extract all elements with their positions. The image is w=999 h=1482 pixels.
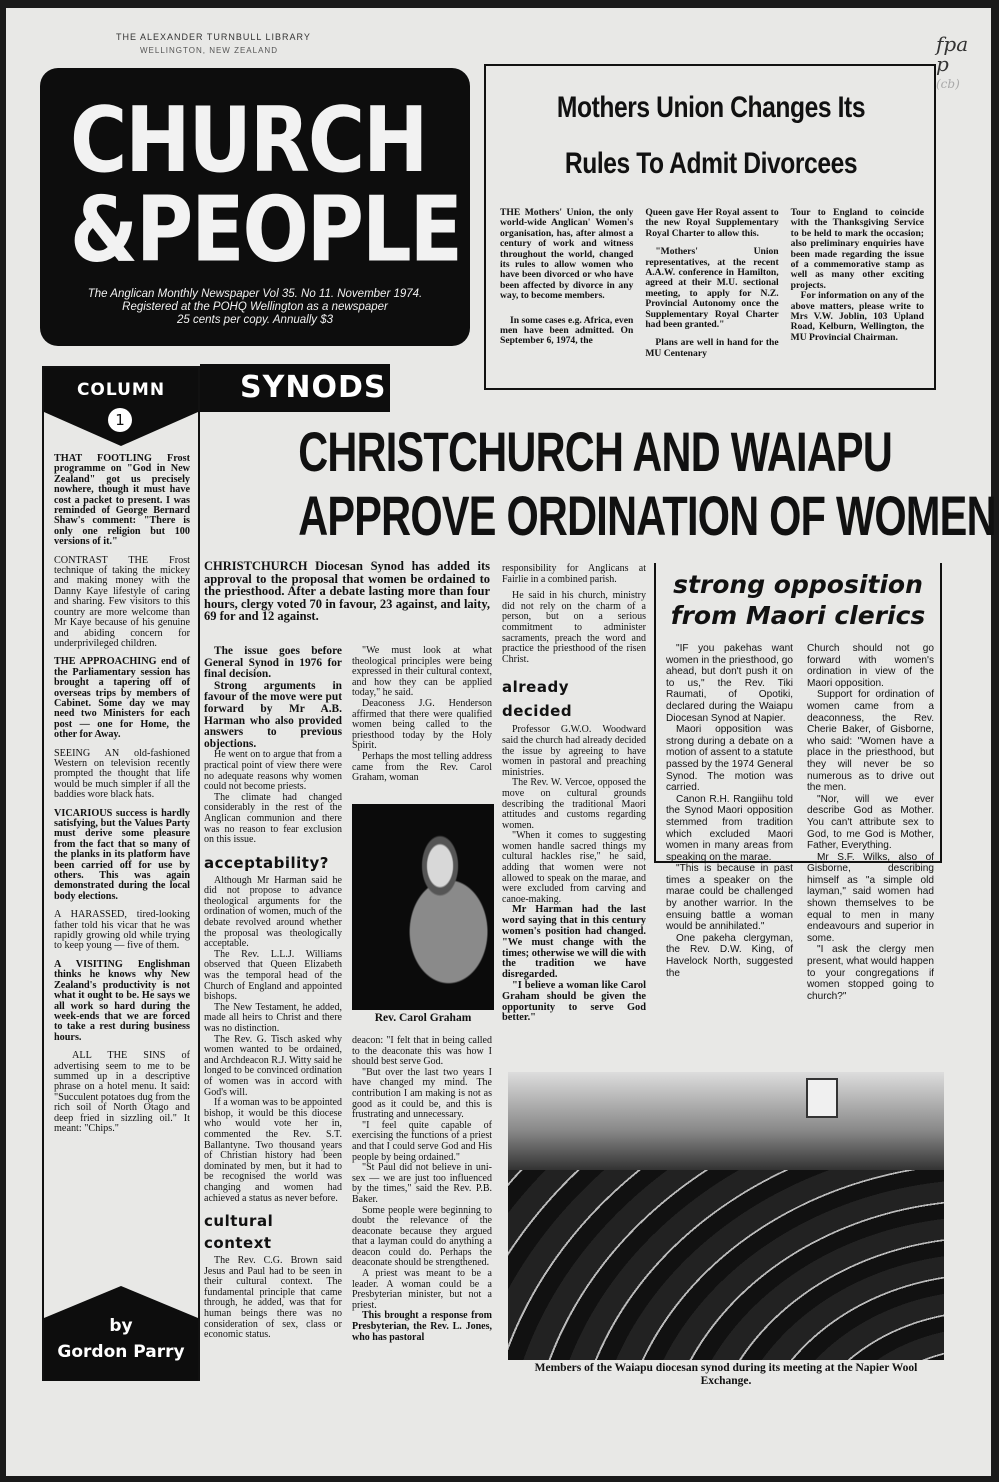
paragraph: Perhaps the most telling address came from the Rev. Carol Graham, woman xyxy=(352,750,492,784)
paragraph: He went on to argue that from a practical point of view there were no adequate reasons why women could not become priests. xyxy=(204,749,342,793)
photo-caption-waiapu-synod: Members of the Waiapu diocesan synod during its meeting at the Napier Wool Exchange. xyxy=(534,1362,918,1387)
paragraph: "I feel quite capable of exercising the functions of a priest and that I could serve God and His people by being ordained." xyxy=(352,1119,492,1163)
paragraph: responsibility for Anglicans at Fairlie in a combined parish. xyxy=(502,563,646,585)
subhead-already-decided: already decided xyxy=(502,678,573,721)
paragraph: Support for ordination of women came from a deaconness, the Rev. Cherie Baker, of Gisborne, who said: "Women have a place in the priesthood, but they will never be so numerous as to drive out the men. xyxy=(807,689,934,794)
column-item: CONTRAST THE Frost technique of taking the mickey and making money with the Danny Kaye lifestyle of caring and sharing. Few visitors to this country are more welcome than Mr Kaye because of his genuine and abiding concern for underprivileged children. xyxy=(54,554,190,649)
masthead-title-line-1: CHURCH xyxy=(70,89,427,193)
main-story-column-b xyxy=(352,646,492,784)
byline-banner xyxy=(44,1286,198,1381)
column-number-badge: 1 xyxy=(108,408,132,432)
maori-opposition-body xyxy=(666,643,934,1002)
paragraph: "St Paul did not believe in uni-sex — we are just too influenced by the times," said the Rev. P.B. Baker. xyxy=(352,1162,492,1205)
masthead-title-line-2: &PEOPLE xyxy=(70,178,461,283)
main-headline-line-1: CHRISTCHURCH AND WAIAPU xyxy=(298,420,893,483)
paragraph: The New Testament, he added, made all heirs to Christ and there was no distinction. xyxy=(204,1001,342,1034)
paragraph: "This is because in past times a speaker on the marae could be challenged by another warrior. In the ensuing battle a woman would be annihilated." xyxy=(666,863,793,933)
maori-column-2 xyxy=(807,643,934,1002)
masthead-price-line: 25 cents per copy. Annually $3 xyxy=(177,314,333,326)
paragraph: "When it comes to suggesting women handle sacred things my cultural hackles rise," he said, adding that women were not allowed to speak on the marae, and were excluded from carving and canoe-making. xyxy=(502,830,646,905)
photo-waiapu-synod-meeting xyxy=(508,1072,944,1360)
paragraph: "But over the last two years I have changed my mind. The contribution I am making is not as good as it could be, and this is frustrating and unnecessary. xyxy=(352,1066,492,1121)
main-headline xyxy=(202,420,996,548)
paragraph: "Nor, will we ever describe God as Mother. You can't attribute sex to God, to me God is Mother, Father, Everything. xyxy=(807,793,934,852)
mothers-union-headline-line-2: Rules To Admit Divorcees xyxy=(564,147,858,180)
paragraph: The issue goes before General Synod in 1976 for final decision. xyxy=(204,645,342,681)
photo-caption-carol-graham: Rev. Carol Graham xyxy=(374,1012,472,1024)
column-title: COLUMN xyxy=(76,380,166,400)
paragraph: If a woman was to be appointed bishop, it would be this diocese who would vote her in, commented the Rev. S.T. Ballantyne. Two thousand years of Christian history had been dominated by men, but it had to be recognised the world was changing and women had achieved a status as never before. xyxy=(204,1097,342,1204)
paragraph: Maori opposition was strong during a debate on a motion of assent to a statute passed by the 1974 General Synod. The motion was carried. xyxy=(666,724,793,794)
main-headline-line-2: APPROVE ORDINATION OF WOMEN xyxy=(298,484,996,547)
paragraph: Professor G.W.O. Woodward said the church had already decided the issue by agreeing to have women in pastoral and preaching ministries. xyxy=(502,724,646,778)
paragraph: Church should not go forward with women's ordination in view of the Maori opposition. xyxy=(807,643,934,689)
column-item: A HARASSED, tired-looking father told his vicar that he was rapidly growing old while trying to keep young — five of them. xyxy=(54,909,190,952)
paragraph: "We must look at what theological principles were being expressed in their cultural context, and how they can be applied today," he said. xyxy=(352,645,492,699)
stamp-line-2: WELLINGTON, NEW ZEALAND xyxy=(140,46,278,55)
column-item: THAT FOOTLING Frost programme on "God in New Zealand" got us precisely nowhere, though it must have cost a packet to present. I was reminded of George Bernard Shaw's comment: "There is only one religion but 100 versions of it." xyxy=(54,453,190,548)
paragraph: The climate had changed considerably in the rest of the Anglican communion and there was no reason to fear exclusion on this issue. xyxy=(204,791,342,846)
masthead xyxy=(40,68,470,346)
newspaper-page xyxy=(6,8,996,1476)
paragraph: Mr S.F. Wilks, also of Gisborne, describing himself as "a simple old layman," said women had shown themselves to be equal to men in many endeavours and superior in some. xyxy=(807,851,934,944)
paragraph: One pakeha clergyman, the Rev. D.W. King, of Havelock North, suggested the xyxy=(666,932,793,979)
paragraph: For information on any of the above matters, please write to Mrs V.W. Joblin, 103 Upland Road, Kelburn, Wellington, the MU Provincial Chairman. xyxy=(790,290,924,343)
paragraph: Although Mr Harman said he did not propose to advance theological arguments for the ordination of women, much of the debate revolved around whether the proposal was theologically acceptable. xyxy=(204,874,342,950)
main-story-column-b-continued xyxy=(352,1036,492,1343)
paragraph: "IF you pakehas want women in the priesthood, go ahead, but don't push it on to us," the Rev. Tiki Raumati, of Opotiki, declared during the Waiapu Diocesan Synod at Napier. xyxy=(666,643,793,724)
byline-author: Gordon Parry xyxy=(57,1342,185,1362)
paragraph: Tour to England to coincide with the Thanksgiving Service to be held to mark the occasion; also preliminary enquiries have been made regarding the issue of a commemorative stamp as well as many other exciting projects. xyxy=(790,207,924,291)
mothers-union-column-1 xyxy=(500,208,633,367)
maori-headline-line-2: from Maori clerics xyxy=(670,601,926,630)
mothers-union-headline xyxy=(535,80,888,192)
handwritten-mark-1: fpa xyxy=(936,32,969,56)
photo-carol-graham xyxy=(352,804,494,1010)
column-item: SEEING AN old-fashioned Western on television recently prompted the thought that life would be much simpler if all the baddies wore black hats. xyxy=(54,747,190,801)
mothers-union-column-2 xyxy=(645,208,778,367)
main-story-lead: CHRISTCHURCH Diocesan Synod has added its approval to the proposal that women be ordained to the priesthood. After a debate lasting more than four hours, clergy voted 70 in favour, 23 against, and laity, 69 for and 12 against. xyxy=(204,559,490,624)
library-stamp xyxy=(116,30,311,58)
mothers-union-body xyxy=(500,208,924,367)
paragraph: The Rev. G. Tisch asked why women wanted to be ordained, and Archdeacon R.J. Witty said he longed to be convinced ordination of women was in accord with God's will. xyxy=(204,1033,342,1098)
paragraph: Strong arguments in favour of the move were put forward by Mr A.B. Harman who also provided answers to previous objections. xyxy=(204,679,342,750)
paragraph: Some people were beginning to doubt the relevance of the deaconate because they argued that a layman could do anything a deacon could do. Perhaps the deaconate should be strengthened. xyxy=(352,1204,492,1269)
paragraph: A priest was meant to be a leader. A woman could be a Presbyterian minister, but not a priest. xyxy=(352,1268,492,1311)
byline-by: by xyxy=(109,1316,133,1336)
masthead-registration-line: Registered at the POHQ Wellington as a newspaper xyxy=(122,301,388,313)
subhead-cultural-context: cultural context xyxy=(204,1212,274,1253)
main-story-column-a xyxy=(204,646,342,1341)
paragraph: He said in his church, ministry did not rely on the charm of a person, but on a serious commitment to administer sacraments, preach the word and practice the priesthood of the risen Christ. xyxy=(502,590,646,665)
masthead-issue-line: The Anglican Monthly Newspaper Vol 35. No 11. November 1974. xyxy=(87,288,423,300)
mothers-union-article xyxy=(484,64,936,390)
masthead-subtitle xyxy=(60,288,450,327)
column-banner xyxy=(44,368,198,448)
column-item: VICARIOUS success is hardly satisfying, but the Values Party must derive some pleasure from the fact that so many of the planks in its platform have been carried off for use by others. This was again demonstrated during the local body elections. xyxy=(54,807,190,902)
handwritten-mark-2: p xyxy=(936,52,949,76)
maori-opposition-headline xyxy=(656,569,940,631)
paragraph: In some cases e.g. Africa, even men have been admitted. On September 6, 1974, the xyxy=(500,314,634,347)
stamp-line-1: THE ALEXANDER TURNBULL LIBRARY xyxy=(116,32,311,42)
paragraph: The Rev. C.G. Brown said Jesus and Paul had to be seen in their cultural context. The fundamental principle that came through, he added, was that for human beings there was no consideration of sex, class or economic status. xyxy=(204,1255,342,1341)
paragraph: Canon R.H. Rangiihu told the Synod Maori opposition stemmed from tradition which excluded Maori women in many areas from speaking on the marae. xyxy=(666,793,793,863)
column-item: ALL THE SINS of advertising seem to me to be summed up in a descriptive phrase on a hotel menu. It said: "Succulent potatoes dug from the rich soil of North Otago and deep fried in sizzling oil." It meant: "Chips." xyxy=(54,1050,190,1134)
paragraph: Deaconess J.G. Henderson affirmed that there were qualified women being called to the priesthood today by the Holy Spirit. xyxy=(352,697,492,752)
column-item: THE APPROACHING end of the Parliamentary session has brought a tapering off of overseas trips by members of Cabinet. Some day we may need two Ministers for each post — one for Home, the other for Away. xyxy=(54,656,190,741)
paragraph: THE Mothers' Union, the only world-wide Anglican' Women's organisation, has, after almost a century of work and witness throughout the world, changed its rules to allow women who have been divorced or who have been affected by divorce in any way, to become members. xyxy=(500,207,634,302)
column-body xyxy=(54,454,190,1142)
paragraph: deacon: "I felt that in being called to the deaconate this was how I should best serve God. xyxy=(352,1035,492,1068)
paragraph: Plans are well in hand for the MU Centenary xyxy=(645,337,779,359)
section-banner-synods: SYNODS xyxy=(200,364,390,412)
column-item: A VISITING Englishman thinks he knows why New Zealand's productivity is not what it ought to be. He says we all work so hard during the week-ends that we are forced to take a rest during business hours. xyxy=(54,958,190,1043)
paragraph: Mr Harman had the last word saying that in this century women's position had changed. "We must change with the times; otherwise we will die with the tradition we have disregarded. xyxy=(502,904,646,981)
mothers-union-column-3 xyxy=(791,208,924,367)
subhead-acceptability: acceptability? xyxy=(204,853,329,872)
paragraph: "Mothers' Union representatives, at the recent A.A.W. conference in Hamilton, agreed at their M.U. sectional meeting, to apply for N.Z. Provincial Autonomy once the Supplementary Royal Charter had been granted." xyxy=(645,246,779,331)
paragraph: "I ask the clergy men present, what would happen to your congregations if women stopped going to church?" xyxy=(807,944,934,1002)
main-story-column-c xyxy=(502,564,646,1024)
paragraph: "I believe a woman like Carol Graham should be given the opportunity to serve God better." xyxy=(502,980,646,1024)
mothers-union-headline-line-1: Mothers Union Changes Its xyxy=(556,91,866,124)
masthead-title xyxy=(70,89,461,283)
paragraph: This brought a response from Presbyterian, the Rev. L. Jones, who has pastoral xyxy=(352,1310,492,1343)
paragraph: The Rev. W. Vercoe, opposed the move on cultural grounds describing the traditional Maori attitudes and customs regarding women. xyxy=(502,777,646,831)
handwritten-annotation xyxy=(936,34,968,94)
handwritten-mark-3: (cb) xyxy=(936,77,960,91)
maori-opposition-article xyxy=(654,563,942,1002)
maori-column-1 xyxy=(666,643,793,1002)
maori-headline-line-1: strong opposition xyxy=(673,570,923,599)
column-one-sidebar xyxy=(42,366,200,1381)
paragraph: Queen gave Her Royal assent to the new Royal Supplementary Royal Charter to allow this. xyxy=(645,207,779,239)
paragraph: The Rev. L.L.J. Williams observed that Queen Elizabeth was the temporal head of the Church of England and appointed bishops. xyxy=(204,948,342,1003)
